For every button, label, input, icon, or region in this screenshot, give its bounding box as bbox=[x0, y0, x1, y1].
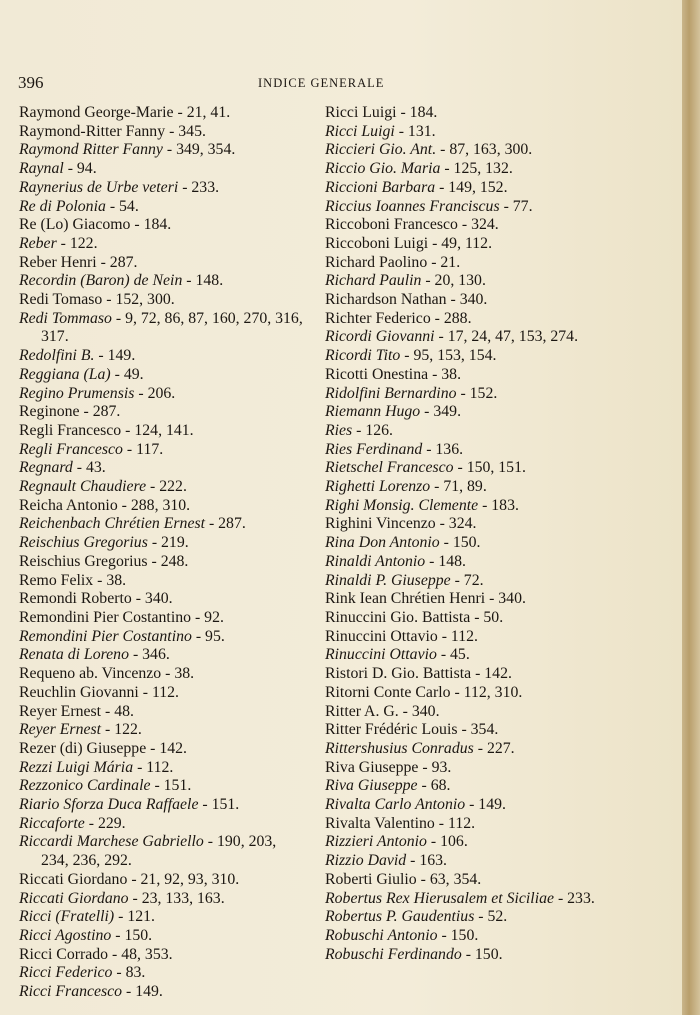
entry-name: Richard Paolino bbox=[325, 253, 428, 271]
entry-pages: - 150. bbox=[115, 926, 153, 944]
index-entry bbox=[325, 347, 610, 366]
entry-pages: - 346. bbox=[132, 646, 170, 664]
entry-name: Riccius Ioannes Franciscus bbox=[325, 197, 500, 215]
entry-name: Reyer Ernest bbox=[19, 721, 102, 739]
entry-name: Rizzio David bbox=[325, 852, 407, 870]
entry-name: Riccieri Gio. Ant. bbox=[325, 141, 437, 159]
entry-name: Rivalta Valentino bbox=[325, 814, 435, 832]
index-entry bbox=[19, 964, 304, 983]
entry-name: Roberti Giulio bbox=[325, 870, 417, 888]
entry-pages: - 349. bbox=[424, 403, 462, 421]
entry-pages: - 49, 112. bbox=[432, 234, 493, 252]
index-entry bbox=[325, 628, 610, 647]
entry-name: Rinuccini Ottavio bbox=[325, 646, 437, 664]
entry-pages: - 349, 354. bbox=[166, 141, 236, 159]
entry-pages: - 77. bbox=[503, 197, 533, 215]
index-entry bbox=[325, 272, 610, 291]
index-entry bbox=[19, 721, 304, 740]
entry-name: Riccati Giordano bbox=[19, 889, 129, 907]
page-edge bbox=[682, 0, 700, 1015]
index-entry bbox=[19, 684, 304, 703]
index-entry bbox=[325, 198, 610, 217]
index-entry bbox=[19, 534, 304, 553]
index-entry bbox=[19, 740, 304, 759]
index-entry bbox=[325, 590, 610, 609]
entry-pages: - 17, 24, 47, 153, 274. bbox=[438, 328, 579, 346]
entry-name: Righetti Lorenzo bbox=[325, 478, 431, 496]
index-entry bbox=[325, 235, 610, 254]
entry-name: Recordin (Baron) de Nein bbox=[19, 272, 183, 290]
index-entry bbox=[19, 927, 304, 946]
entry-pages: - 121. bbox=[118, 908, 155, 926]
index-entry bbox=[19, 272, 304, 291]
index-column-left bbox=[19, 104, 304, 1002]
index-entry bbox=[325, 890, 610, 909]
entry-pages: - 288, 310. bbox=[121, 496, 191, 514]
entry-name: Rietschel Francesco bbox=[325, 459, 454, 477]
entry-name: Righi Monsig. Clemente bbox=[325, 496, 479, 514]
index-entry bbox=[19, 385, 304, 404]
entry-name: Ritorni Conte Carlo bbox=[325, 683, 451, 701]
index-entry bbox=[19, 796, 304, 815]
entry-name: Riemann Hugo bbox=[325, 403, 421, 421]
entry-name: Ricci Federico bbox=[19, 964, 113, 982]
entry-pages: - 92. bbox=[194, 608, 224, 626]
entry-name: Righini Vincenzo bbox=[325, 515, 436, 533]
entry-name: Ritter Frédéric Louis bbox=[325, 721, 458, 739]
entry-name: Reichenbach Chrétien Ernest bbox=[19, 515, 205, 533]
entry-pages: - 248. bbox=[151, 552, 189, 570]
entry-pages: - 63, 354. bbox=[420, 870, 482, 888]
entry-name: Rinaldi P. Giuseppe bbox=[325, 571, 451, 589]
index-entry bbox=[19, 478, 304, 497]
entry-pages: - 148. bbox=[186, 272, 224, 290]
index-entry bbox=[19, 310, 304, 347]
index-entry bbox=[19, 665, 304, 684]
entry-pages: - 23, 133, 163. bbox=[132, 889, 225, 907]
index-entry bbox=[19, 833, 304, 870]
index-entry bbox=[325, 646, 610, 665]
entry-pages: - 340. bbox=[402, 702, 440, 720]
entry-pages: - 288. bbox=[434, 309, 472, 327]
index-entry bbox=[325, 403, 610, 422]
index-entry bbox=[19, 628, 304, 647]
index-entry bbox=[19, 815, 304, 834]
entry-name: Rivalta Carlo Antonio bbox=[325, 796, 466, 814]
entry-pages: - 21, 41. bbox=[177, 104, 231, 121]
entry-name: Ricci Luigi bbox=[325, 122, 395, 140]
entry-name: Ricci Agostino bbox=[19, 926, 112, 944]
index-entry bbox=[325, 759, 610, 778]
entry-name: Robuschi Ferdinando bbox=[325, 945, 462, 963]
entry-pages: - 45. bbox=[440, 646, 470, 664]
entry-pages: - 83. bbox=[116, 964, 146, 982]
entry-name: Riccardi Marchese Gabriello bbox=[19, 833, 204, 851]
index-entry bbox=[19, 590, 304, 609]
index-entry bbox=[19, 441, 304, 460]
entry-pages: - 149. bbox=[469, 796, 506, 814]
entry-name: Ricotti Onestina bbox=[325, 365, 429, 383]
entry-pages: - 117. bbox=[126, 440, 164, 458]
index-entry bbox=[19, 235, 304, 254]
index-entry bbox=[19, 777, 304, 796]
entry-pages: - 183. bbox=[482, 496, 519, 514]
entry-name: Regnault Chaudiere bbox=[19, 478, 147, 496]
entry-name: Reicha Antonio bbox=[19, 496, 118, 514]
entry-pages: - 112. bbox=[142, 683, 180, 701]
entry-pages: - 142. bbox=[475, 665, 512, 683]
entry-name: Reber bbox=[19, 234, 57, 252]
entry-name: Ritter A. G. bbox=[325, 702, 399, 720]
entry-pages: - 20, 130. bbox=[425, 272, 486, 290]
entry-pages: - 124, 141. bbox=[125, 421, 194, 439]
index-entry bbox=[19, 646, 304, 665]
entry-pages: - 136. bbox=[426, 440, 464, 458]
entry-name: Remondini Pier Costantino bbox=[19, 608, 192, 626]
index-entry bbox=[19, 198, 304, 217]
entry-name: Renata di Loreno bbox=[19, 646, 129, 664]
entry-name: Regnard bbox=[19, 459, 73, 477]
index-entry bbox=[19, 160, 304, 179]
entry-name: Reuchlin Giovanni bbox=[19, 683, 139, 701]
entry-name: Rink Iean Chrétien Henri bbox=[325, 590, 486, 608]
index-entry bbox=[325, 777, 610, 796]
index-entry bbox=[325, 179, 610, 198]
index-entry bbox=[325, 946, 610, 965]
entry-name: Rizzieri Antonio bbox=[325, 833, 427, 851]
index-entry bbox=[325, 216, 610, 235]
entry-pages: - 163. bbox=[410, 852, 447, 870]
entry-pages: - 87, 163, 300. bbox=[440, 141, 533, 159]
entry-pages: - 287. bbox=[208, 515, 246, 533]
index-entry bbox=[19, 104, 304, 123]
entry-pages: - 227. bbox=[477, 739, 515, 757]
entry-pages: - 152, 300. bbox=[106, 291, 175, 309]
entry-pages: - 95. bbox=[195, 627, 225, 645]
entry-pages: - 54. bbox=[109, 197, 139, 215]
entry-name: Rina Don Antonio bbox=[325, 534, 440, 552]
entry-name: Raymond George-Marie bbox=[19, 104, 174, 121]
entry-pages: - 354. bbox=[461, 721, 499, 739]
index-entry bbox=[325, 665, 610, 684]
index-entry bbox=[325, 553, 610, 572]
entry-name: Ries Ferdinand bbox=[325, 440, 423, 458]
entry-pages: - 72. bbox=[454, 571, 484, 589]
entry-name: Regino Prumensis bbox=[19, 384, 135, 402]
index-entry bbox=[325, 703, 610, 722]
entry-pages: - 126. bbox=[356, 421, 394, 439]
entry-pages: - 52. bbox=[478, 908, 508, 926]
index-entry bbox=[19, 609, 304, 628]
index-entry bbox=[19, 759, 304, 778]
entry-pages: - 38. bbox=[97, 571, 127, 589]
entry-pages: - 148. bbox=[429, 552, 467, 570]
entry-pages: - 43. bbox=[76, 459, 106, 477]
entry-name: Ricci Francesco bbox=[19, 983, 123, 1001]
entry-pages: - 142. bbox=[150, 739, 188, 757]
entry-name: Ricci Corrado bbox=[19, 945, 109, 963]
index-entry bbox=[325, 927, 610, 946]
page-number: 396 bbox=[18, 73, 44, 92]
index-entry bbox=[325, 254, 610, 273]
index-entry bbox=[19, 553, 304, 572]
entry-pages: - 93. bbox=[422, 758, 452, 776]
index-entry bbox=[19, 890, 304, 909]
index-entry bbox=[325, 852, 610, 871]
index-entry bbox=[19, 291, 304, 310]
entry-name: Redolfini B. bbox=[19, 347, 95, 365]
entry-name: Ricci (Fratelli) bbox=[19, 908, 115, 926]
entry-name: Riario Sforza Duca Raffaele bbox=[19, 796, 199, 814]
entry-pages: - 340. bbox=[450, 291, 488, 309]
entry-pages: - 151. bbox=[154, 777, 192, 795]
entry-name: Reyer Ernest bbox=[19, 702, 102, 720]
entry-name: Reber Henri bbox=[19, 253, 97, 271]
entry-name: Re di Polonia bbox=[19, 197, 106, 215]
entry-pages: - 206. bbox=[138, 384, 176, 402]
index-column-right bbox=[325, 104, 610, 964]
entry-pages: - 9, 72, 86, 87, 160, 270, 316, 317. bbox=[41, 309, 303, 346]
entry-pages: - 48, 353. bbox=[112, 945, 173, 963]
entry-name: Ridolfini Bernardino bbox=[325, 384, 457, 402]
entry-pages: - 287. bbox=[83, 403, 121, 421]
entry-name: Riva Giuseppe bbox=[325, 758, 419, 776]
entry-pages: - 38. bbox=[432, 365, 462, 383]
entry-pages: - 95, 153, 154. bbox=[404, 347, 497, 365]
entry-name: Richter Federico bbox=[325, 309, 431, 327]
index-entry bbox=[325, 385, 610, 404]
index-entry bbox=[325, 310, 610, 329]
index-entry bbox=[325, 441, 610, 460]
entry-name: Rittershusius Conradus bbox=[325, 739, 474, 757]
entry-pages: - 21, 92, 93, 310. bbox=[131, 870, 240, 888]
entry-pages: - 68. bbox=[421, 777, 451, 795]
index-entry bbox=[325, 684, 610, 703]
entry-name: Rinuccini Ottavio bbox=[325, 627, 438, 645]
entry-name: Richard Paulin bbox=[325, 272, 422, 290]
entry-pages: - 229. bbox=[88, 814, 126, 832]
entry-name: Rezzonico Cardinale bbox=[19, 777, 151, 795]
entry-name: Riccoboni Luigi bbox=[325, 234, 429, 252]
entry-name: Robuschi Antonio bbox=[325, 926, 438, 944]
index-entry bbox=[19, 347, 304, 366]
entry-name: Raymond Ritter Fanny bbox=[19, 141, 163, 159]
entry-name: Reginone bbox=[19, 403, 80, 421]
entry-pages: - 125, 132. bbox=[444, 160, 513, 178]
index-entry bbox=[19, 908, 304, 927]
index-entry bbox=[19, 459, 304, 478]
index-entry bbox=[19, 572, 304, 591]
entry-name: Riccoboni Francesco bbox=[325, 216, 458, 234]
entry-pages: - 112. bbox=[438, 814, 476, 832]
index-entry bbox=[19, 403, 304, 422]
entry-pages: - 112, 310. bbox=[454, 683, 523, 701]
entry-pages: - 150. bbox=[441, 926, 479, 944]
page-header bbox=[18, 73, 618, 95]
entry-pages: - 71, 89. bbox=[434, 478, 487, 496]
entry-pages: - 150. bbox=[465, 945, 503, 963]
entry-pages: - 233. bbox=[182, 178, 220, 196]
index-entry bbox=[325, 141, 610, 160]
entry-pages: - 149. bbox=[98, 347, 136, 365]
entry-pages: - 340. bbox=[135, 590, 173, 608]
index-entry bbox=[19, 123, 304, 142]
entry-name: Reischius Gregorius bbox=[19, 552, 148, 570]
entry-name: Reischius Gregorius bbox=[19, 534, 148, 552]
entry-pages: - 131. bbox=[398, 122, 436, 140]
entry-name: Redi Tomaso bbox=[19, 291, 103, 309]
entry-pages: - 233. bbox=[557, 889, 595, 907]
index-entry bbox=[19, 497, 304, 516]
entry-name: Raynerius de Urbe veteri bbox=[19, 178, 179, 196]
index-entry bbox=[325, 478, 610, 497]
entry-name: Riccioni Barbara bbox=[325, 178, 436, 196]
index-entry bbox=[19, 422, 304, 441]
entry-pages: - 150. bbox=[443, 534, 481, 552]
entry-pages: - 38. bbox=[165, 665, 195, 683]
entry-pages: - 190, 203, 234, 236, 292. bbox=[41, 833, 277, 870]
index-entry bbox=[325, 908, 610, 927]
entry-name: Riccaforte bbox=[19, 814, 85, 832]
entry-pages: - 94. bbox=[67, 160, 97, 178]
entry-name: Rinuccini Gio. Battista bbox=[325, 608, 471, 626]
entry-pages: - 219. bbox=[151, 534, 189, 552]
entry-name: Re (Lo) Giacomo bbox=[19, 216, 131, 234]
index-entry bbox=[325, 515, 610, 534]
entry-pages: - 222. bbox=[150, 478, 187, 496]
entry-name: Ricordi Giovanni bbox=[325, 328, 435, 346]
index-entry bbox=[19, 946, 304, 965]
index-entry bbox=[325, 123, 610, 142]
entry-pages: - 106. bbox=[430, 833, 468, 851]
index-entry bbox=[19, 871, 304, 890]
entry-pages: - 324. bbox=[461, 216, 499, 234]
entry-name: Ristori D. Gio. Battista bbox=[325, 665, 472, 683]
entry-name: Requeno ab. Vincenzo bbox=[19, 665, 162, 683]
index-entry bbox=[325, 796, 610, 815]
index-entry bbox=[325, 609, 610, 628]
entry-pages: - 112. bbox=[137, 758, 174, 776]
entry-name: Rinaldi Antonio bbox=[325, 552, 426, 570]
entry-pages: - 50. bbox=[474, 608, 504, 626]
entry-name: Reggiana (La) bbox=[19, 365, 111, 383]
entry-name: Rezzi Luigi Mária bbox=[19, 758, 134, 776]
entry-name: Riva Giuseppe bbox=[325, 777, 418, 795]
index-entry bbox=[19, 983, 304, 1002]
index-entry bbox=[325, 291, 610, 310]
index-entry bbox=[325, 815, 610, 834]
entry-pages: - 340. bbox=[489, 590, 526, 608]
entry-name: Regli Francesco bbox=[19, 440, 123, 458]
entry-name: Remondi Roberto bbox=[19, 590, 132, 608]
index-entry bbox=[19, 254, 304, 273]
entry-name: Rezer (di) Giuseppe bbox=[19, 739, 147, 757]
index-entry bbox=[325, 422, 610, 441]
index-entry bbox=[19, 216, 304, 235]
index-entry bbox=[325, 160, 610, 179]
entry-pages: - 149. bbox=[126, 983, 163, 1001]
entry-pages: - 48. bbox=[104, 702, 134, 720]
entry-pages: - 184. bbox=[400, 104, 438, 121]
index-entry bbox=[19, 141, 304, 160]
entry-name: Riccati Giordano bbox=[19, 870, 128, 888]
entry-pages: - 184. bbox=[134, 216, 172, 234]
entry-pages: - 149, 152. bbox=[439, 178, 508, 196]
entry-pages: - 150, 151. bbox=[457, 459, 526, 477]
index-entry bbox=[325, 740, 610, 759]
index-entry bbox=[325, 497, 610, 516]
entry-pages: - 122. bbox=[104, 721, 142, 739]
index-entry bbox=[325, 328, 610, 347]
entry-name: Ricci Luigi bbox=[325, 104, 397, 121]
index-entry bbox=[325, 721, 610, 740]
running-title: INDICE GENERALE bbox=[258, 76, 385, 90]
entry-pages: - 112. bbox=[441, 627, 478, 645]
entry-name: Robertus P. Gaudentius bbox=[325, 908, 475, 926]
index-entry bbox=[325, 366, 610, 385]
index-entry bbox=[325, 534, 610, 553]
entry-pages: - 287. bbox=[100, 253, 138, 271]
index-entry bbox=[325, 871, 610, 890]
index-entry bbox=[325, 459, 610, 478]
entry-name: Riccio Gio. Maria bbox=[325, 160, 441, 178]
entry-pages: - 324. bbox=[439, 515, 477, 533]
index-entry bbox=[325, 104, 610, 123]
entry-name: Robertus Rex Hierusalem et Siciliae bbox=[325, 889, 554, 907]
entry-name: Ries bbox=[325, 421, 353, 439]
index-entry bbox=[325, 833, 610, 852]
entry-pages: - 49. bbox=[114, 365, 144, 383]
index-entry bbox=[19, 515, 304, 534]
entry-name: Remondini Pier Costantino bbox=[19, 627, 192, 645]
index-entry bbox=[19, 703, 304, 722]
entry-name: Remo Felix bbox=[19, 571, 94, 589]
entry-pages: - 345. bbox=[169, 122, 206, 140]
entry-name: Richardson Nathan bbox=[325, 291, 447, 309]
entry-name: Raynal bbox=[19, 160, 64, 178]
entry-pages: - 122. bbox=[60, 234, 98, 252]
index-entry bbox=[19, 366, 304, 385]
index-entry bbox=[19, 179, 304, 198]
entry-pages: - 151. bbox=[202, 796, 240, 814]
entry-name: Regli Francesco bbox=[19, 421, 122, 439]
entry-name: Ricordi Tito bbox=[325, 347, 401, 365]
entry-name: Raymond-Ritter Fanny bbox=[19, 122, 166, 140]
entry-pages: - 152. bbox=[460, 384, 498, 402]
entry-pages: - 21. bbox=[431, 253, 461, 271]
index-entry bbox=[325, 572, 610, 591]
entry-name: Redi Tommaso bbox=[19, 309, 112, 327]
